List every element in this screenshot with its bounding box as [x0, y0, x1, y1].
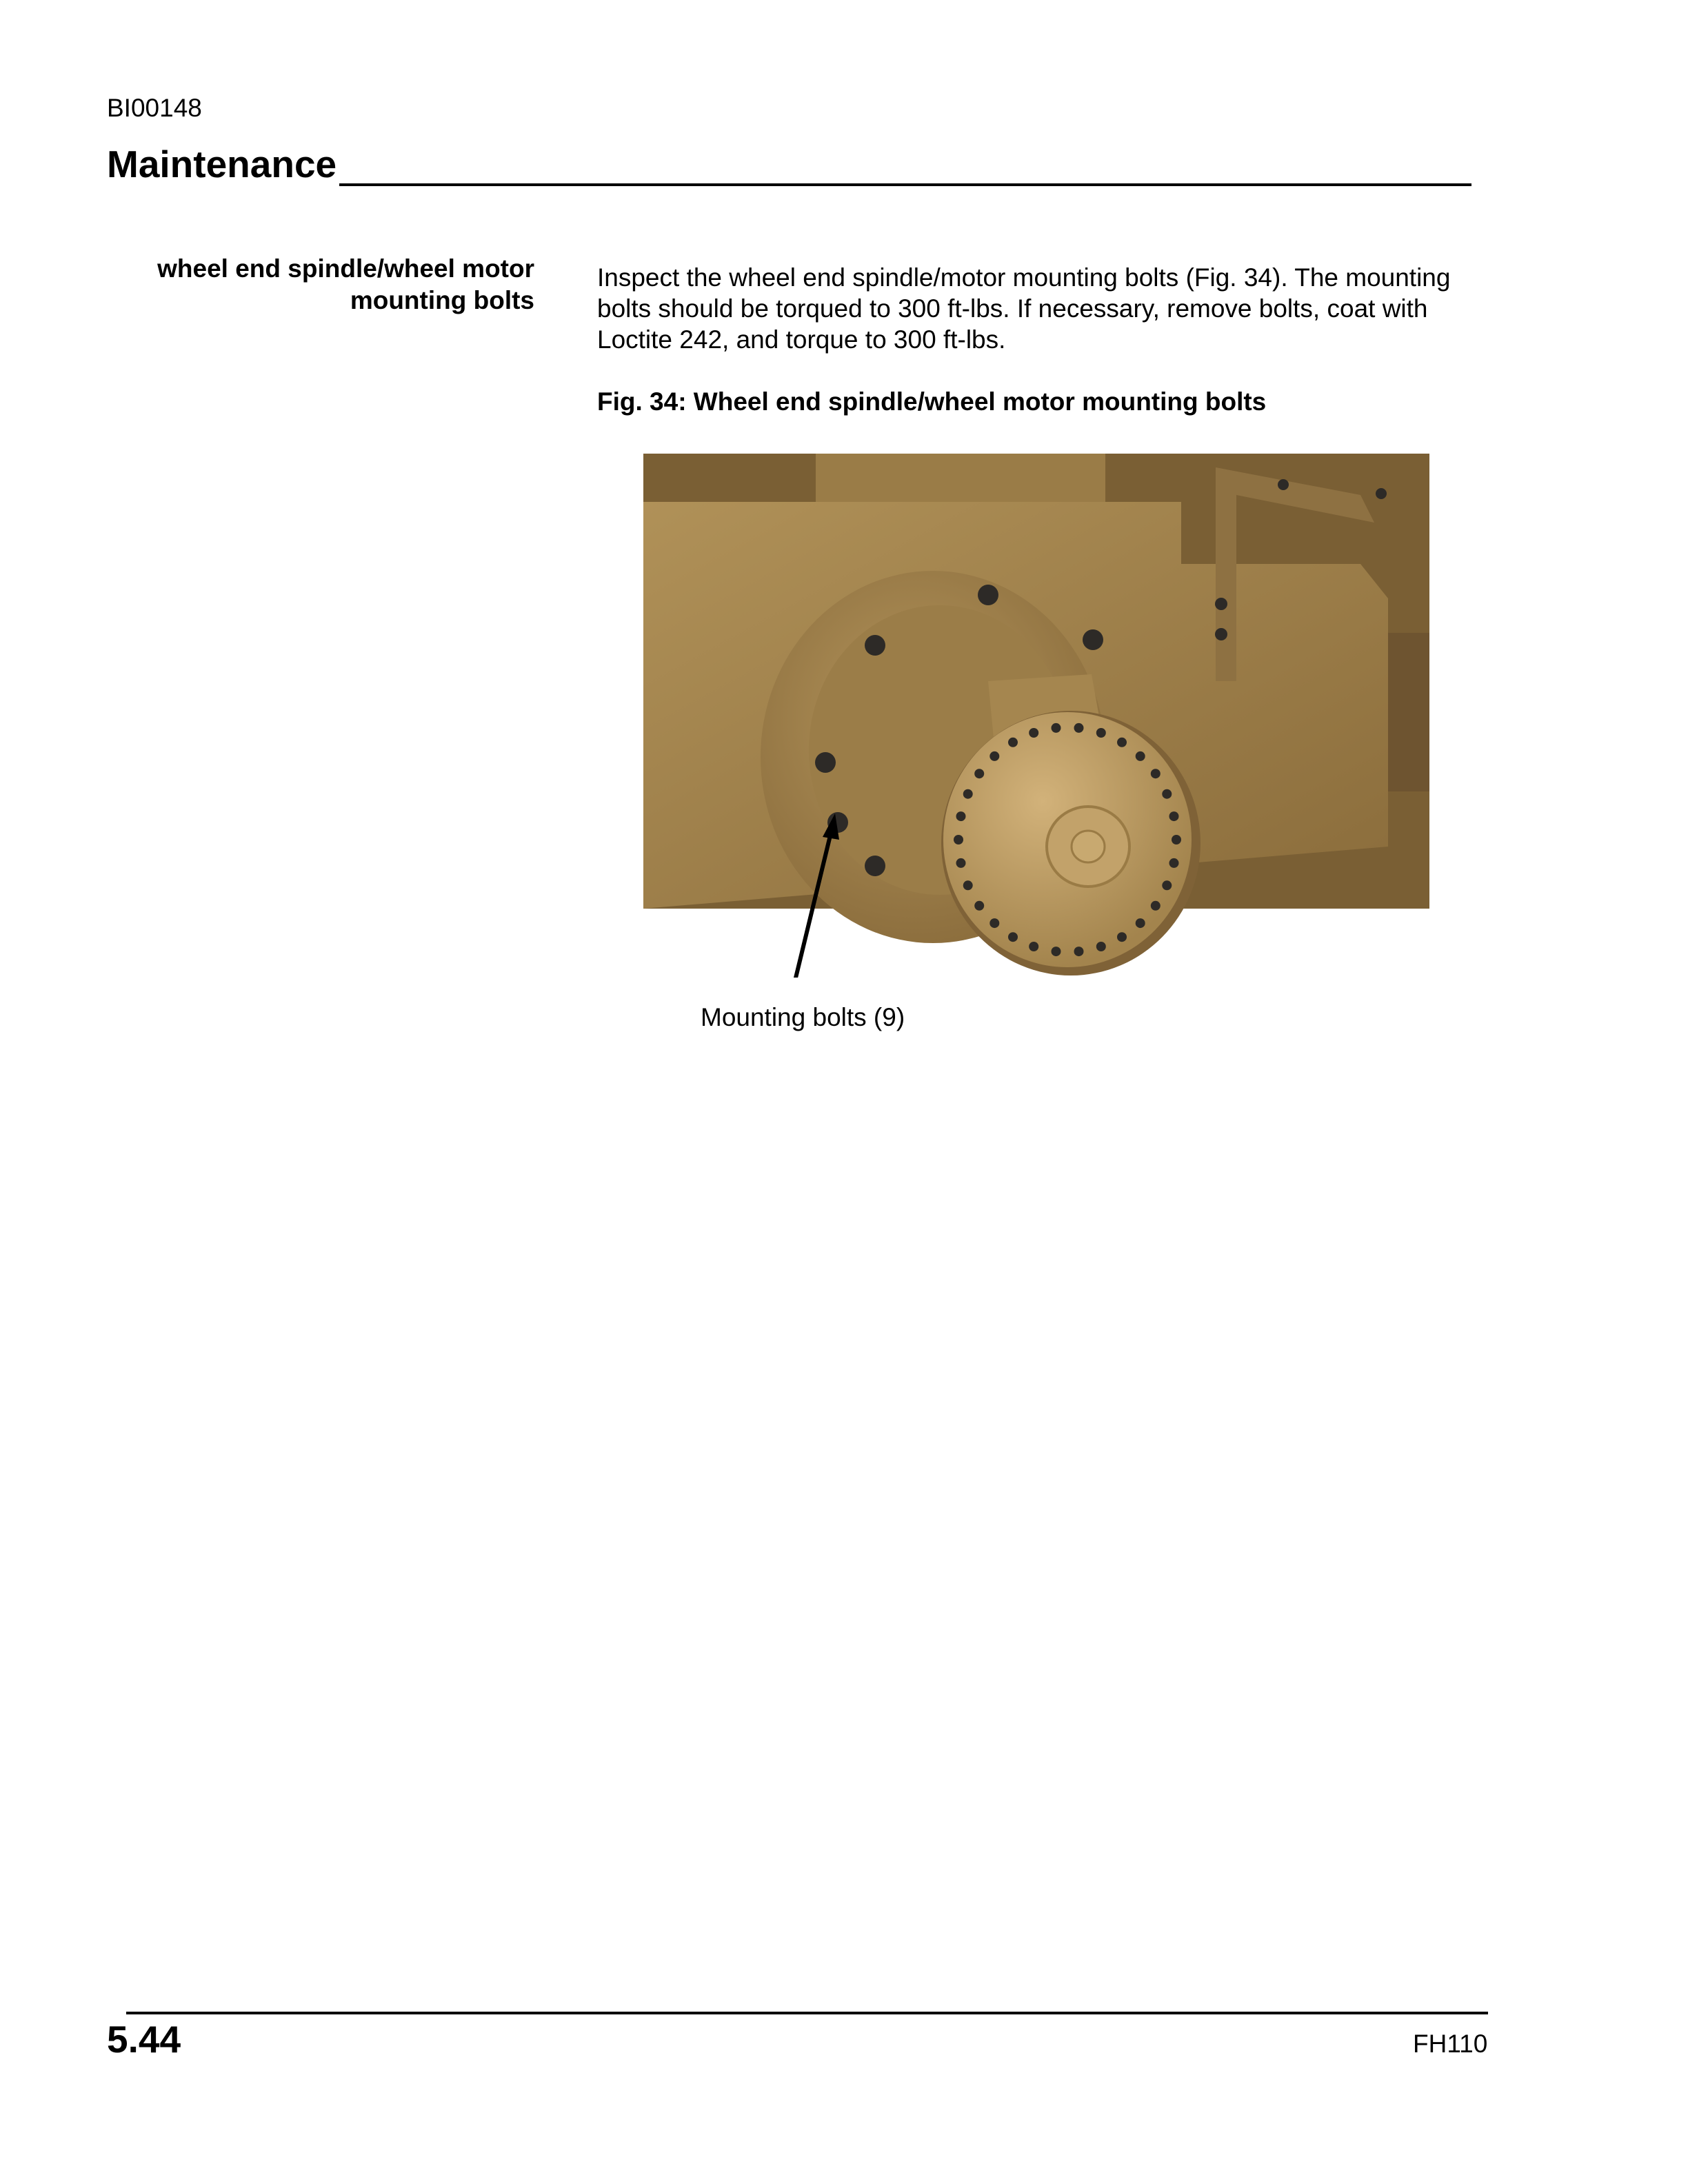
hub-bolt-hole — [1172, 835, 1181, 845]
hub-bolt-hole — [1008, 932, 1018, 942]
hub-bolt-hole — [1074, 723, 1084, 733]
hub-bolt-hole — [1052, 723, 1061, 733]
hub-bolt-hole — [963, 880, 973, 890]
hub-bolt-hole — [974, 901, 984, 911]
hub-bolt-hole — [956, 858, 966, 868]
hub-bolt-hole — [1008, 738, 1018, 747]
hub-bolt-hole — [1136, 751, 1145, 761]
hub-bolt-hole — [1162, 880, 1172, 890]
hub-bolt-hole — [1029, 942, 1038, 951]
title-underline — [339, 183, 1471, 186]
hub-bolt-hole — [956, 811, 966, 821]
section-title: Maintenance — [107, 143, 337, 185]
hub-bolt-hole — [1096, 728, 1106, 738]
page-number: 5.44 — [107, 2018, 181, 2061]
hub-bolt-hole — [974, 769, 984, 778]
hub-bolt-hole — [989, 751, 999, 761]
hub-bolt-hole — [1052, 947, 1061, 956]
hub-bolt-hole — [954, 835, 963, 845]
figure-caption: Fig. 34: Wheel end spindle/wheel motor mounting bolts — [597, 387, 1267, 416]
hub-bolt-hole — [963, 789, 973, 799]
hub-bolt-hole — [1169, 858, 1179, 868]
hub-bolt-hole — [989, 918, 999, 928]
body-paragraph: Inspect the wheel end spindle/motor mounting bolts (Fig. 34). The mounting bolts should be torqued to 300 ft-lbs. If necessary, remove bolts, coat with Loctite 242, and torque to 300 ft-lbs. — [597, 263, 1451, 354]
hub-bolt-hole — [1162, 789, 1172, 799]
callout-label: Mounting bolts (9) — [701, 1003, 905, 1031]
model-code: FH110 — [1413, 2030, 1488, 2058]
footer-rule — [126, 2012, 1488, 2014]
hub-bolt-hole — [1151, 769, 1160, 778]
hub-bolt-hole — [1117, 932, 1127, 942]
hub-bolt-hole — [1029, 728, 1038, 738]
hub-bolt-hole — [1169, 811, 1179, 821]
hub-bolt-hole — [1096, 942, 1106, 951]
wheel-motor-figure — [643, 454, 1429, 978]
hub-bolt-hole — [1074, 947, 1084, 956]
hub-bolt-hole — [1136, 918, 1145, 928]
side-heading: wheel end spindle/wheel motor mounting bolts — [157, 254, 534, 314]
document-id: BI00148 — [107, 94, 202, 122]
hub-bolt-hole — [1117, 738, 1127, 747]
hub-bolt-hole — [1151, 901, 1160, 911]
